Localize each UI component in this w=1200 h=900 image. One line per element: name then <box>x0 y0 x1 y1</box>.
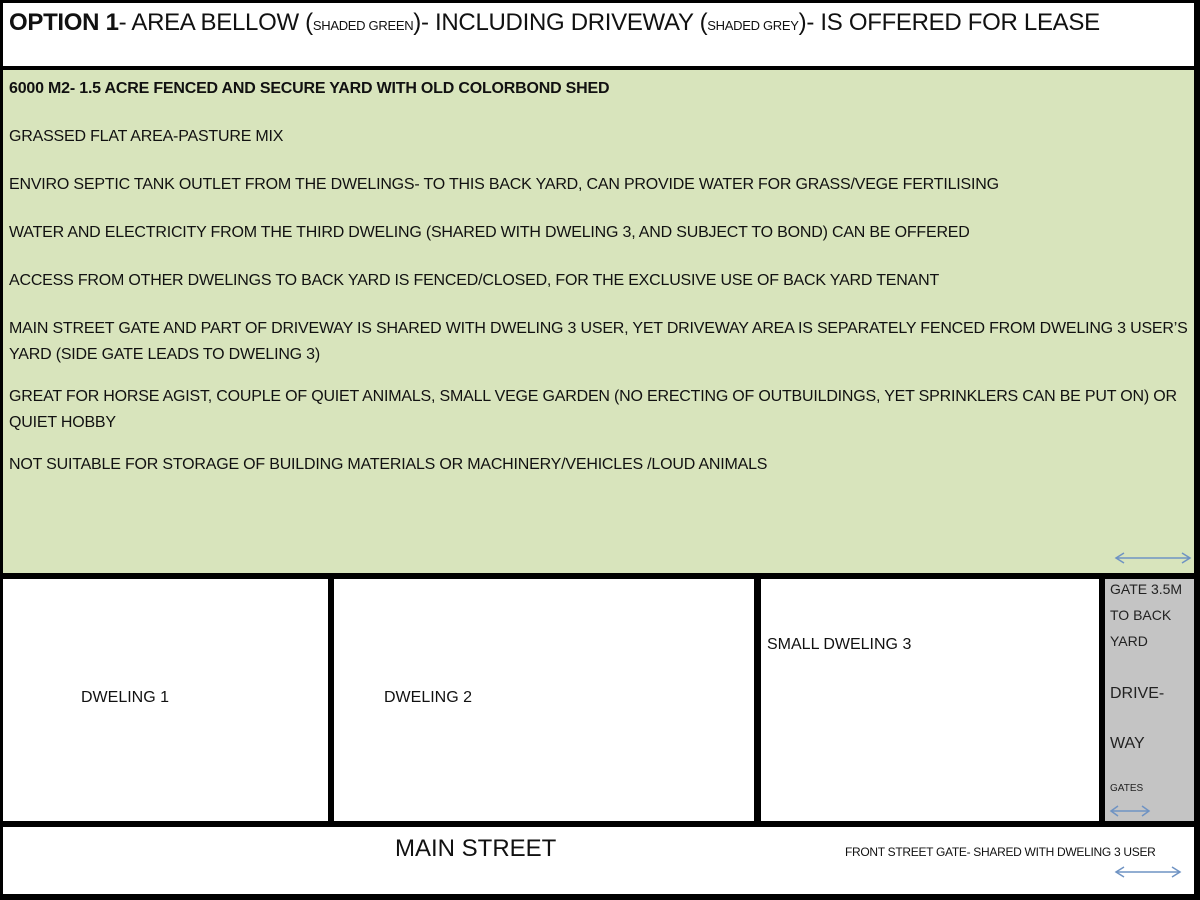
lease-area-line: GRASSED FLAT AREA-PASTURE MIX <box>9 128 284 145</box>
back-yard-lease-area <box>3 70 1194 573</box>
lease-area-line: MAIN STREET GATE AND PART OF DRIVEWAY IS SHARED WITH DWELING 3 USER, YET DRIVEWAY AREA IS SEPARATELY FENCED FROM DWELING 3 USER’S YARD (SIDE GATE LEADS TO DWELING 3) <box>9 320 1188 363</box>
dwelling-1-label: DWELING 1 <box>81 689 170 706</box>
lease-area-line: GREAT FOR HORSE AGIST, COUPLE OF QUIET ANIMALS, SMALL VEGE GARDEN (NO ERECTING OF OUTBUILDINGS, YET SPRINKLERS CAN BE PUT ON) OR QUIET HOBBY <box>9 388 1177 431</box>
gate-width-line-2: TO BACK <box>1110 607 1172 623</box>
gates-label: GATES <box>1110 783 1144 794</box>
dwelling-2-label: DWELING 2 <box>384 689 473 706</box>
dwelling-2 <box>334 579 754 821</box>
page-title <box>3 3 1194 66</box>
dwelling-3-label: SMALL DWELING 3 <box>767 636 912 653</box>
dwelling-1 <box>3 579 328 821</box>
lease-area-line: ENVIRO SEPTIC TANK OUTLET FROM THE DWELINGS- TO THIS BACK YARD, CAN PROVIDE WATER FOR GRASS/VEGE FERTILISING <box>9 176 999 193</box>
dwelling-3 <box>761 579 1099 821</box>
front-gate-note: FRONT STREET GATE- SHARED WITH DWELING 3 USER <box>845 845 1156 859</box>
title-part-3: )- IS OFFERED FOR LEASE <box>798 9 1100 36</box>
grey-shade-note: SHADED GREY <box>707 18 799 33</box>
main-street-label: MAIN STREET <box>395 835 557 862</box>
lease-area-heading: 6000 M2- 1.5 ACRE FENCED AND SECURE YARD WITH OLD COLORBOND SHED <box>9 80 610 97</box>
lease-area-line: ACCESS FROM OTHER DWELINGS TO BACK YARD IS FENCED/CLOSED, FOR THE EXCLUSIVE USE OF BACK YARD TENANT <box>9 272 940 289</box>
title-part-1: - AREA BELLOW ( <box>118 9 313 36</box>
title-part-2: )- INCLUDING DRIVEWAY ( <box>413 9 708 36</box>
option-label: OPTION 1 <box>9 9 119 36</box>
front-gate-arrow-icon <box>1113 865 1183 879</box>
main-street <box>3 827 1194 894</box>
driveway-gates-arrow-icon <box>1108 804 1152 818</box>
driveway-label-2: WAY <box>1110 735 1145 752</box>
driveway <box>1105 579 1194 821</box>
driveway-label-1: DRIVE- <box>1110 685 1165 702</box>
gate-width-line-3: YARD <box>1110 633 1148 649</box>
back-gate-arrow-icon <box>1113 551 1193 565</box>
lease-area-line: NOT SUITABLE FOR STORAGE OF BUILDING MATERIALS OR MACHINERY/VEHICLES /LOUD ANIMALS <box>9 456 768 473</box>
green-shade-note: SHADED GREEN <box>312 18 414 33</box>
gate-width-line-1: GATE 3.5M <box>1110 581 1183 597</box>
lease-area-line: WATER AND ELECTRICITY FROM THE THIRD DWELING (SHARED WITH DWELING 3, AND SUBJECT TO BOND) CAN BE OFFERED <box>9 224 970 241</box>
